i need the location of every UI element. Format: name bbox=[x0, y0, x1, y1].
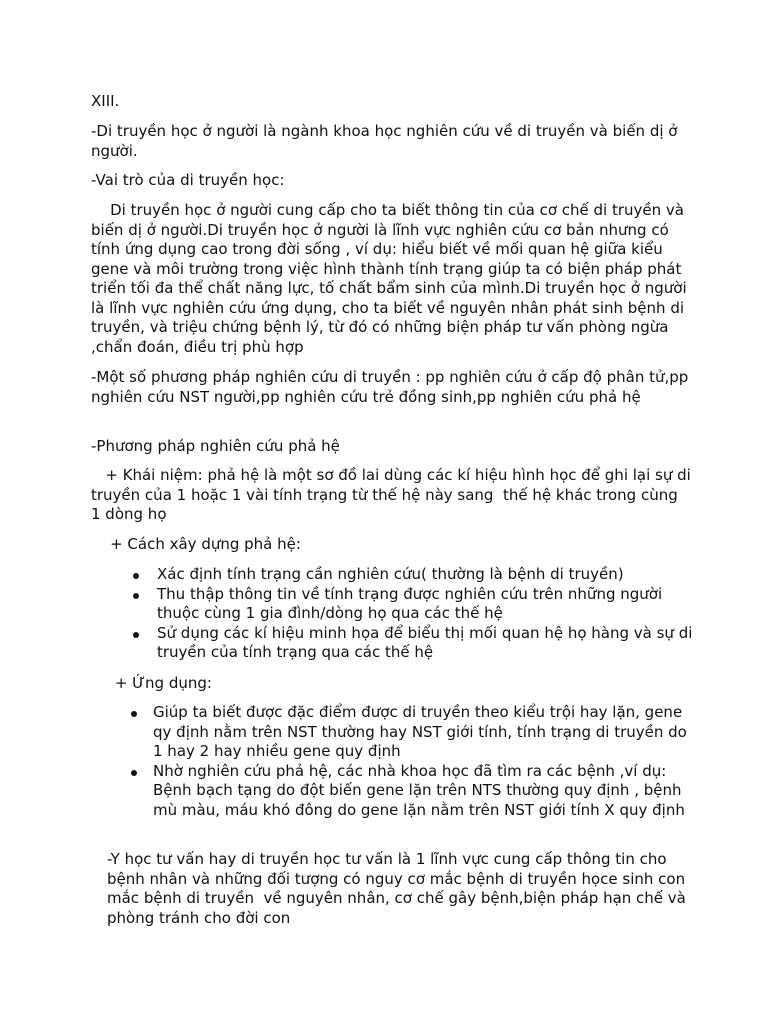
pedigree-title: -Phương pháp nghiên cứu phả hệ bbox=[91, 437, 340, 455]
build-steps-list bbox=[157, 565, 697, 663]
applications-list bbox=[153, 703, 693, 820]
section-heading: XIII. bbox=[91, 92, 120, 110]
list-item bbox=[157, 565, 697, 585]
list-item-text: Sử dụng các kí hiệu minh họa để biểu thị mối quan hệ họ hàng và sự di truyền của tính trạng qua các thế hệ bbox=[157, 623, 693, 661]
list-item bbox=[153, 703, 693, 762]
list-item-text: Nhờ nghiên cứu phả hệ, các nhà khoa học đã tìm ra các bệnh ,ví dụ: Bệnh bạch tạng do đột biến gene lặn trên NTS thường quy định , bệnh mù màu, máu khó đông do gene lặn nằm trên NST giới tính X quy định bbox=[153, 761, 685, 819]
list-item bbox=[157, 624, 697, 663]
methods-paragraph: -Một số phương pháp nghiên cứu di truyền : pp nghiên cứu ở cấp độ phân tử,pp nghiên cứu NST người,pp nghiên cứu trẻ đồng sinh,pp nghiên cứu phả hệ bbox=[91, 368, 694, 406]
bullet-icon bbox=[131, 711, 137, 717]
role-title: -Vai trò của di truyền học: bbox=[91, 171, 285, 189]
role-body-paragraph: Di truyền học ở người cung cấp cho ta biết thông tin của cơ chế di truyền và biến dị ở người.Di truyền học ở người là lĩnh vực nghiên cứu cơ bản nhưng có tính ứng dụng cao trong đời sống , ví dụ: hiểu biết về mối quan hệ giữa kiểu gene và môi trường trong việc hình thành tính trạng giúp ta có biện pháp phát triển tối đa thể chất năng lực, tố chất bẩm sinh của mình.Di truyền học ở người là lĩnh vực nghiên cứu ứng dụng, cho ta biết về nguyên nhân phát sinh bệnh di truyền, và triệu chứng bệnh lý, từ đó có những biện pháp tư vấn phòng ngừa ,chẩn đoán, điều trị phù hợp bbox=[91, 201, 692, 356]
list-item bbox=[157, 585, 697, 624]
bullet-icon bbox=[133, 593, 139, 599]
list-item-text: Thu thập thông tin về tính trạng được nghiên cứu trên những người thuộc cùng 1 gia đình/dòng họ qua các thế hệ bbox=[157, 584, 663, 622]
bullet-icon bbox=[131, 770, 137, 776]
apply-title: + Ứng dụng: bbox=[91, 674, 212, 692]
bullet-icon bbox=[133, 573, 139, 579]
list-item-text: Giúp ta biết được đặc điểm được di truyền theo kiểu trội hay lặn, gene qy định nằm trên NST thường hay NST giới tính, tính trạng di truyền do 1 hay 2 hay nhiều gene quy định bbox=[153, 703, 687, 760]
build-title: + Cách xây dựng phả hệ: bbox=[91, 535, 301, 553]
list-item bbox=[153, 762, 693, 821]
bullet-icon bbox=[133, 632, 139, 638]
concept-paragraph: + Khái niệm: phả hệ là một sơ đồ lai dùng các kí hiệu hình học để ghi lại sự di truyền của 1 hoặc 1 vài tính trạng từ thế hệ này sang thế hệ khác trong cùng 1 dòng họ bbox=[91, 466, 696, 523]
definition-paragraph: -Di truyền học ở người là ngành khoa học nghiên cứu về di truyền và biến dị ở người. bbox=[91, 122, 683, 160]
list-item-text: Xác định tính trạng cần nghiên cứu( thường là bệnh di truyền) bbox=[157, 565, 624, 583]
counseling-paragraph: -Y học tư vấn hay di truyền học tư vấn là 1 lĩnh vực cung cấp thông tin cho bệnh nhân và những đối tượng có nguy cơ mắc bệnh di truyền họce sinh con mắc bệnh di truyền về nguyên nhân, cơ chế gây bệnh,biện pháp hạn chế và phòng tránh cho đời con bbox=[107, 850, 691, 927]
